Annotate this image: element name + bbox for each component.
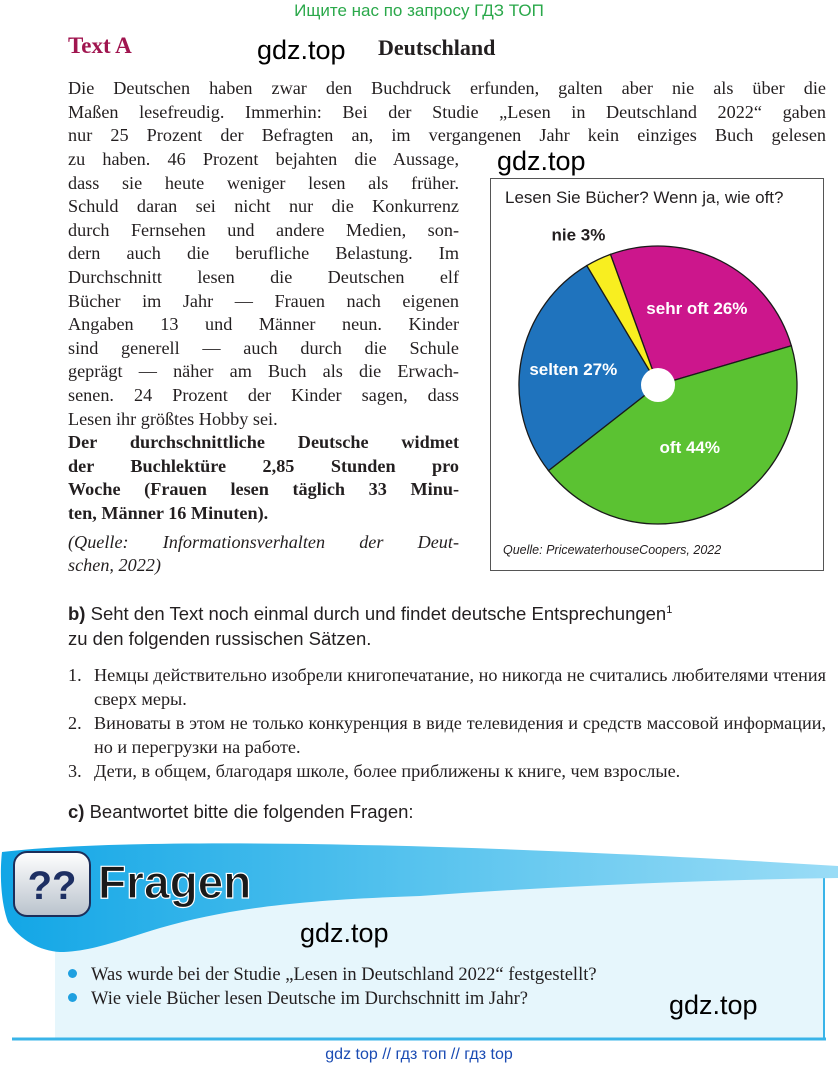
text-label: Text A (68, 33, 132, 58)
pie-label-sehr-oft: sehr oft 26% (646, 299, 748, 319)
pie-chart (491, 179, 823, 570)
watermark: gdz.top (669, 990, 758, 1020)
question-item (68, 988, 528, 1011)
text-paragraph-full (68, 77, 826, 148)
list-item (68, 663, 826, 711)
task-text: Seht den Text noch einmal durch und findet deutsche Entsprechungen (90, 603, 667, 625)
bold-line: ten, Männer 16 Minuten). (68, 502, 269, 523)
text-line: dass sie heute weniger lesen als früher. (68, 172, 459, 193)
top-search-link[interactable]: Ищите нас по запросу ГДЗ ТОП (294, 1, 544, 20)
task-c (68, 799, 414, 824)
bullet-icon (68, 969, 77, 978)
text-line: Maßen lesefreudig. Immerhin: Bei der Studie „Lesen in Deutschland 2022“ gaben (68, 101, 826, 122)
text-line: Durchschnitt lesen die Deutschen elf (68, 266, 459, 287)
text-line: Angaben 13 und Männer neun. Kinder (68, 314, 459, 335)
source-line: schen, 2022) (68, 555, 161, 576)
text-line: sind generell — auch durch die Schule (68, 337, 459, 358)
text-line: Die Deutschen haben zwar den Buchdruck erfunden, galten aber nie als über die (68, 78, 826, 98)
text-line: Schuld daran sei nicht nur die Konkurrenz (68, 196, 459, 217)
list-text: Виноваты в этом не только конкуренция в виде телевидения и средств массовой информации, но и перегрузки на работе. (94, 713, 826, 757)
list-item (68, 759, 826, 783)
list-text: Дети, в общем, благодаря школе, более приближены к книге, чем взрослые. (94, 761, 681, 781)
text-line: zu haben. 46 Prozent bejahten die Aussage, (68, 149, 459, 169)
text-line: senen. 24 Prozent der Kinder sagen, dass (68, 384, 459, 405)
pie-label-nie: nie 3% (551, 225, 606, 245)
source-line: (Quelle: Informationsverhalten der Deut- (68, 531, 459, 552)
bold-line: der Buchlektüre 2,85 Stunden pro (68, 455, 459, 476)
chart-source: Quelle: PricewaterhouseCoopers, 2022 (503, 543, 722, 557)
watermark: gdz.top (497, 146, 586, 176)
pie-label-selten: selten 27% (529, 360, 618, 380)
list-text: Немцы действительно изобрели книгопечатание, но никогда не считались любителями чтения сверх меры. (94, 665, 826, 709)
footnote-marker: 1 (666, 604, 673, 616)
list-number: 1. (68, 665, 82, 685)
bold-line: Woche (Frauen lesen täglich 33 Minu- (68, 479, 459, 500)
list-number: 3. (68, 761, 82, 781)
fragen-title: Fragen (98, 856, 252, 908)
chart-title: Lesen Sie Bücher? Wenn ja, wie oft? (505, 188, 784, 207)
text-line: dern auch die berufliche Belastung. Im (68, 243, 459, 264)
task-marker: b) (68, 603, 86, 625)
text-line: nur 25 Prozent der Befragten an, im vergangenen Jahr kein einziges Buch gelesen (68, 125, 826, 146)
bullet-icon (68, 993, 77, 1002)
question-text: Was wurde bei der Studie „Lesen in Deutschland 2022“ festgestellt? (91, 965, 597, 985)
question-item (68, 964, 597, 987)
page-title: Deutschland (378, 35, 496, 60)
question-text: Wie viele Bücher lesen Deutsche im Durchschnitt im Jahr? (91, 989, 528, 1009)
task-text: zu den folgenden russischen Sätzen. (68, 628, 372, 650)
list-number: 2. (68, 713, 82, 733)
text-line: geprägt — näher am Buch als die Erwach- (68, 361, 459, 382)
pie-chart-box (490, 178, 824, 571)
bold-line: Der durchschnittliche Deutsche widmet (68, 432, 459, 453)
pie-center-hole (641, 368, 675, 402)
text-line: Bücher im Jahr — Frauen nach eigenen (68, 290, 459, 311)
footer-links[interactable]: gdz top // гдз топ // гдз top (325, 1046, 513, 1063)
task-marker: c) (68, 801, 85, 822)
russian-list (68, 663, 826, 783)
task-text: Beantwortet bitte die folgenden Fragen: (89, 801, 414, 822)
pie-label-oft: oft 44% (659, 437, 721, 457)
watermark: gdz.top (257, 35, 346, 65)
text-paragraph-narrow (68, 148, 459, 578)
task-b (68, 598, 826, 651)
watermark: gdz.top (300, 918, 389, 948)
text-line: Lesen ihr größtes Hobby sei. (68, 408, 278, 429)
question-badge-text: ?? (27, 864, 77, 908)
text-line: durch Fernsehen und andere Medien, son- (68, 219, 459, 240)
list-item (68, 711, 826, 759)
